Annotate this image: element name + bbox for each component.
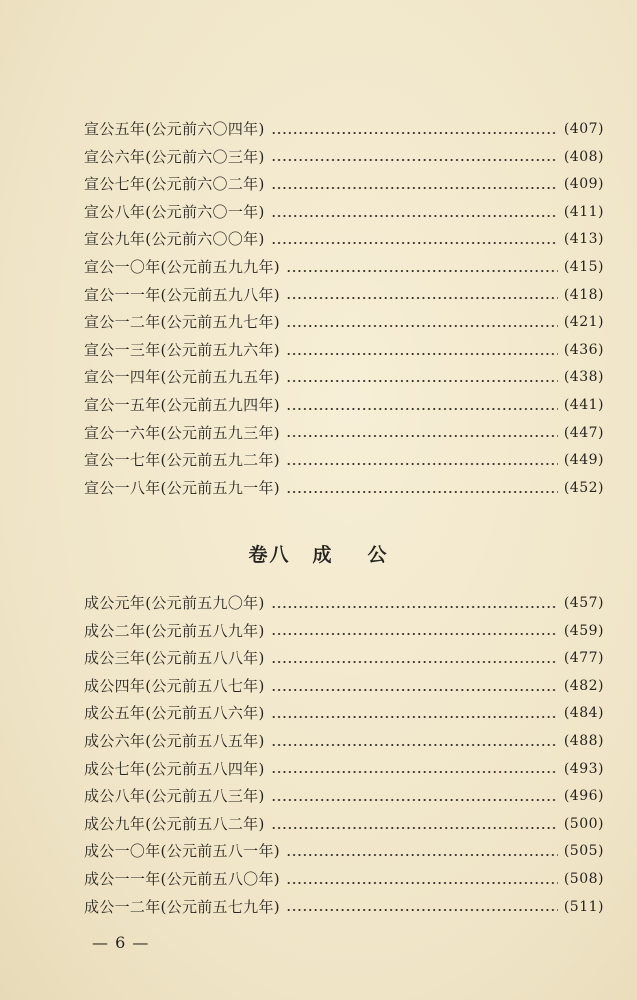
toc-entry-title: 宣公一一年(公元前五九八年)	[84, 285, 280, 304]
toc-entry-page: (438)	[563, 369, 604, 386]
toc-entry-page: (484)	[563, 705, 604, 722]
dot-leader	[286, 882, 558, 884]
toc-entry-title: 宣公一六年(公元前五九三年)	[84, 423, 280, 442]
toc-entry	[84, 447, 604, 475]
toc-entry-page: (436)	[563, 341, 604, 358]
toc-entry	[84, 309, 604, 337]
toc-entry-page: (457)	[563, 595, 604, 611]
dot-leader	[271, 159, 558, 161]
toc-entry	[84, 337, 604, 365]
dot-leader	[271, 132, 558, 134]
toc-entry-page: (447)	[563, 424, 604, 441]
dot-leader	[286, 854, 558, 856]
dot-leader	[286, 909, 558, 911]
dot-leader	[271, 606, 558, 608]
dot-leader	[271, 242, 558, 244]
toc-entry	[84, 254, 604, 282]
toc-entry	[84, 618, 604, 646]
toc-entry-page: (407)	[563, 121, 604, 137]
toc-entry-title: 成公七年(公元前五八四年)	[84, 759, 265, 778]
dot-leader	[286, 297, 558, 299]
dot-leader	[271, 689, 558, 691]
toc-entry	[84, 673, 604, 701]
toc-entry-page: (408)	[563, 148, 604, 165]
toc-entry	[84, 756, 604, 784]
toc-entry-title: 宣公九年(公元前六〇〇年)	[84, 230, 265, 249]
toc-entry-title: 成公一二年(公元前五七九年)	[84, 897, 280, 916]
toc-entry-page: (415)	[563, 258, 604, 275]
toc-entry	[84, 866, 604, 894]
toc-entry-page: (505)	[563, 843, 604, 860]
toc-entry-title: 成公六年(公元前五八五年)	[84, 731, 265, 750]
volume-name-char-1: 成	[312, 544, 334, 566]
toc-entry-page: (421)	[563, 314, 604, 331]
volume-heading	[0, 540, 637, 567]
toc-entry	[84, 226, 604, 254]
dot-leader	[271, 799, 558, 801]
toc-entry-title: 成公八年(公元前五八三年)	[84, 787, 265, 806]
toc-entry	[84, 838, 604, 866]
toc-entry-title: 成公九年(公元前五八二年)	[84, 814, 265, 833]
toc-entry	[84, 116, 604, 144]
toc-entry-page: (508)	[563, 870, 604, 887]
toc-entry-page: (496)	[563, 788, 604, 805]
dot-leader	[271, 827, 558, 829]
dot-leader	[286, 353, 558, 355]
toc-entry	[84, 700, 604, 728]
toc-entry-page: (411)	[563, 203, 604, 220]
toc-entry	[84, 199, 604, 227]
toc-entry	[84, 783, 604, 811]
toc-entry-title: 宣公八年(公元前六〇一年)	[84, 202, 265, 221]
toc-entry-title: 成公二年(公元前五八九年)	[84, 621, 265, 640]
toc-entry	[84, 282, 604, 310]
toc-entry-page: (409)	[563, 176, 604, 193]
toc-entry-title: 宣公六年(公元前六〇三年)	[84, 147, 265, 166]
toc-entry	[84, 590, 604, 618]
toc-entry-title: 宣公一三年(公元前五九六年)	[84, 340, 280, 359]
dot-leader	[286, 408, 558, 410]
dot-leader	[286, 463, 558, 465]
toc-entry-title: 宣公七年(公元前六〇二年)	[84, 175, 265, 194]
dot-leader	[286, 270, 558, 272]
toc-entry-title: 宣公一八年(公元前五九一年)	[84, 478, 280, 497]
toc-entry-page: (452)	[563, 479, 604, 496]
toc-entry	[84, 420, 604, 448]
toc-entry-title: 成公三年(公元前五八八年)	[84, 649, 265, 668]
dot-leader	[286, 435, 558, 437]
toc-entry-page: (441)	[563, 396, 604, 413]
toc-entry	[84, 645, 604, 673]
toc-entry-page: (449)	[563, 452, 604, 469]
toc-entry-title: 宣公一七年(公元前五九二年)	[84, 451, 280, 470]
toc-entry	[84, 171, 604, 199]
toc-entry-page: (418)	[563, 286, 604, 303]
toc-entry	[84, 392, 604, 420]
dot-leader	[271, 661, 558, 663]
toc-entry-title: 成公元年(公元前五九〇年)	[84, 594, 265, 612]
toc-entry-page: (413)	[563, 231, 604, 248]
dot-leader	[286, 491, 558, 493]
toc-entry-page: (477)	[563, 650, 604, 667]
toc-list-xuangong	[84, 116, 604, 502]
dot-leader	[271, 215, 558, 217]
toc-entry-title: 成公一一年(公元前五八〇年)	[84, 869, 280, 888]
toc-entry-page: (493)	[563, 760, 604, 777]
toc-entry-title: 宣公一〇年(公元前五九九年)	[84, 257, 280, 276]
toc-entry-title: 宣公一二年(公元前五九七年)	[84, 313, 280, 332]
toc-entry-title: 成公五年(公元前五八六年)	[84, 704, 265, 723]
dot-leader	[286, 325, 558, 327]
dot-leader	[271, 633, 558, 635]
dot-leader	[271, 716, 558, 718]
toc-entry	[84, 811, 604, 839]
volume-number: 卷八	[248, 544, 291, 566]
toc-list-chenggong	[84, 590, 604, 921]
toc-entry	[84, 475, 604, 503]
page-number: — 6 —	[92, 933, 150, 952]
volume-name-char-2: 公	[367, 544, 389, 566]
toc-entry-title: 宣公五年(公元前六〇四年)	[84, 120, 265, 138]
toc-entry-title: 宣公一五年(公元前五九四年)	[84, 395, 280, 414]
toc-entry-page: (488)	[563, 732, 604, 749]
toc-entry	[84, 894, 604, 922]
toc-entry	[84, 728, 604, 756]
toc-entry-page: (500)	[563, 815, 604, 832]
toc-entry-title: 宣公一四年(公元前五九五年)	[84, 368, 280, 387]
dot-leader	[271, 771, 558, 773]
toc-entry-page: (482)	[563, 677, 604, 694]
dot-leader	[271, 187, 558, 189]
toc-entry-page: (511)	[563, 898, 604, 915]
dot-leader	[271, 744, 558, 746]
toc-entry	[84, 144, 604, 172]
dot-leader	[286, 380, 558, 382]
toc-entry	[84, 364, 604, 392]
toc-entry-page: (459)	[563, 622, 604, 639]
toc-entry-title: 成公一〇年(公元前五八一年)	[84, 842, 280, 861]
toc-entry-title: 成公四年(公元前五八七年)	[84, 676, 265, 695]
